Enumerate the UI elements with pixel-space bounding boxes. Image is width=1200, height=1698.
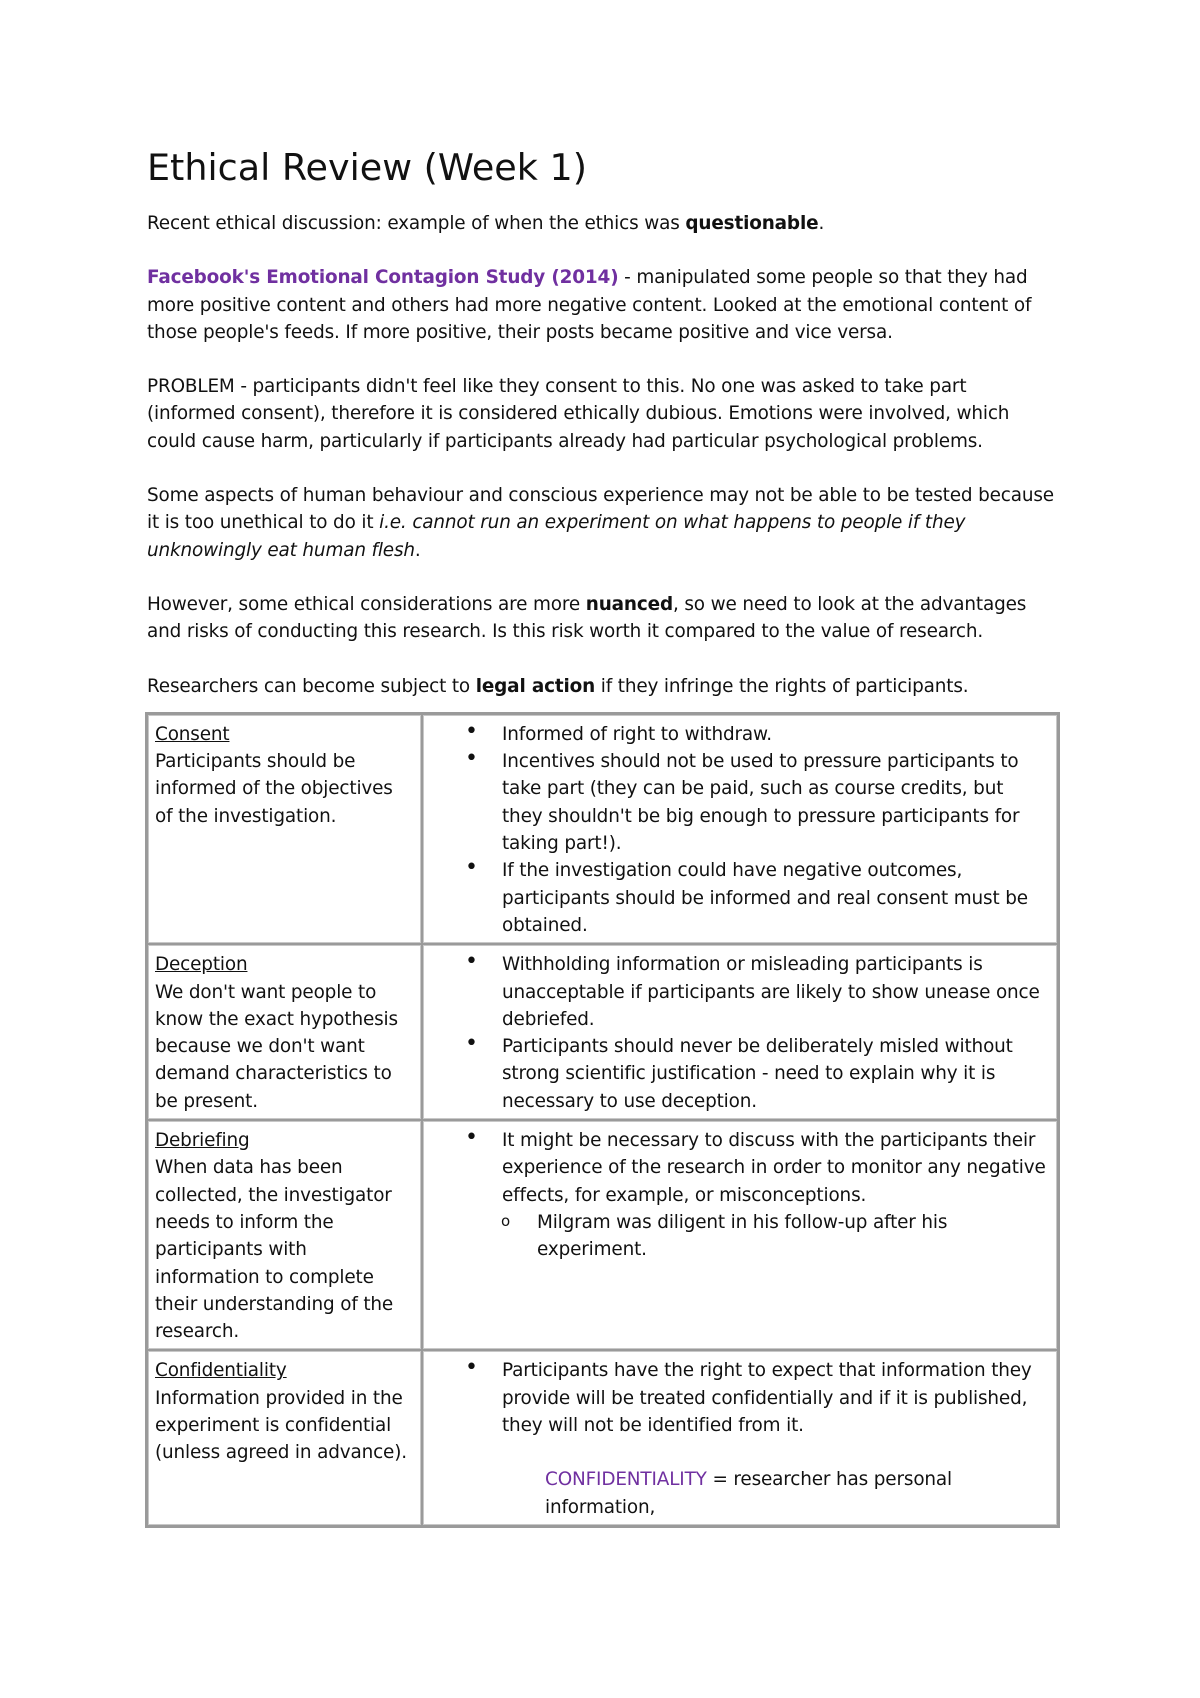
- deception-cell: [147, 944, 422, 1120]
- problem-paragraph: PROBLEM - participants didn't feel like they consent to this. No one was asked to take part (informed consent), therefore it is considered ethically dubious. Emotions were involved, which could cause harm, particularly if participants already had particular psychological problems.: [147, 376, 1010, 452]
- debriefing-points-cell: [422, 1120, 1058, 1350]
- confidentiality-description: Information provided in the experiment is confidential (unless agreed in advance).: [155, 1387, 407, 1464]
- nuanced-text-2: , so we need to look at the advantages and risks of conducting this research. Is this risk worth it compared to the value of research.: [147, 593, 1027, 643]
- consent-cell: [147, 714, 422, 944]
- consent-description: Participants should be informed of the objectives of the investigation.: [155, 751, 393, 827]
- intro-text: Recent ethical discussion: example of when the ethics was: [147, 213, 686, 234]
- nuanced-bold: nuanced: [585, 593, 673, 615]
- confidentiality-points: [465, 1357, 1047, 1439]
- list-item: • Withholding information or misleading participants is unacceptable if participants are likely to show unease once debriefed.: [465, 951, 1047, 1033]
- debriefing-cell: [147, 1120, 422, 1350]
- table-row-consent: [147, 714, 1058, 944]
- intro-paragraph: [147, 210, 1060, 237]
- confidentiality-heading: Confidentiality: [155, 1360, 287, 1382]
- legal-paragraph: [147, 673, 1060, 700]
- table-row-confidentiality: [147, 1350, 1058, 1525]
- list-item: • Participants should never be deliberately misled without strong scientific justification - need to explain why it is necessary to use deception.: [465, 1033, 1047, 1115]
- table-row-deception: [147, 944, 1058, 1120]
- aspects-text: Some aspects of human behaviour and conscious experience may not be able to be tested because it is too unethical to do it: [147, 485, 1054, 534]
- debriefing-heading: Debriefing: [155, 1130, 250, 1152]
- facebook-study-highlight: Facebook's Emotional Contagion Study (2014): [147, 267, 619, 289]
- deception-heading: Deception: [155, 954, 248, 976]
- deception-points-cell: [422, 944, 1058, 1120]
- aspects-italic: i.e. cannot run an experiment on what happens to people if they unknowingly eat human flesh: [147, 512, 966, 561]
- nuanced-paragraph: [147, 591, 1060, 646]
- ethics-table: [145, 712, 1060, 1528]
- table-row-debriefing: [147, 1120, 1058, 1350]
- confidentiality-note-highlight: CONFIDENTIALITY: [545, 1469, 707, 1491]
- facebook-text: - manipulated some people so that they had more positive content and others had more negative content. Looked at the emotional content of those people's feeds. If more positive, their posts became positive and vice versa.: [147, 267, 1032, 343]
- confidentiality-points-cell: [422, 1350, 1058, 1525]
- consent-points-cell: [422, 714, 1058, 944]
- aspects-paragraph: [147, 482, 1060, 564]
- confidentiality-note: [465, 1466, 1047, 1521]
- consent-heading: Consent: [155, 723, 230, 745]
- debriefing-subpoints: [465, 1209, 1047, 1264]
- consent-points: [465, 721, 1047, 939]
- legal-text-1: Researchers can become subject to: [147, 675, 476, 697]
- nuanced-text-1: However, some ethical considerations are more: [147, 593, 586, 615]
- facebook-paragraph: [147, 264, 1060, 346]
- list-item: • If the investigation could have negative outcomes, participants should be informed and real consent must be obtained.: [465, 857, 1047, 939]
- list-item: • Participants have the right to expect that information they provide will be treated confidentially and if it is published, they will not be identified from it.: [465, 1357, 1047, 1439]
- legal-bold: legal action: [475, 675, 596, 697]
- confidentiality-note-text: = researcher has personal information,: [545, 1469, 953, 1518]
- page-title: Ethical Review (Week 1): [147, 146, 587, 189]
- legal-text-2: if they infringe the rights of participants.: [595, 675, 969, 697]
- intro-end: .: [818, 213, 825, 234]
- list-item: • It might be necessary to discuss with the participants their experience of the research in order to monitor any negative effects, for example, or misconceptions.: [465, 1127, 1047, 1209]
- aspects-end: .: [414, 539, 421, 561]
- deception-points: [465, 951, 1047, 1115]
- debriefing-points: [465, 1127, 1047, 1209]
- intro-bold: questionable: [685, 213, 819, 234]
- document-body: [147, 140, 1060, 1528]
- list-item: • Incentives should not be used to pressure participants to take part (they can be paid, such as course credits, but they shouldn't be big enough to pressure participants for taking part!).: [465, 748, 1047, 857]
- deception-description: We don't want people to know the exact hypothesis because we don't want demand characteristics to be present.: [155, 981, 398, 1112]
- debriefing-description: When data has been collected, the investigator needs to inform the participants with information to complete their understanding of the research.: [155, 1157, 394, 1343]
- list-item: o Milgram was diligent in his follow-up after his experiment.: [465, 1209, 1047, 1264]
- confidentiality-cell: [147, 1350, 422, 1525]
- list-item: • Informed of right to withdraw.: [465, 721, 1047, 748]
